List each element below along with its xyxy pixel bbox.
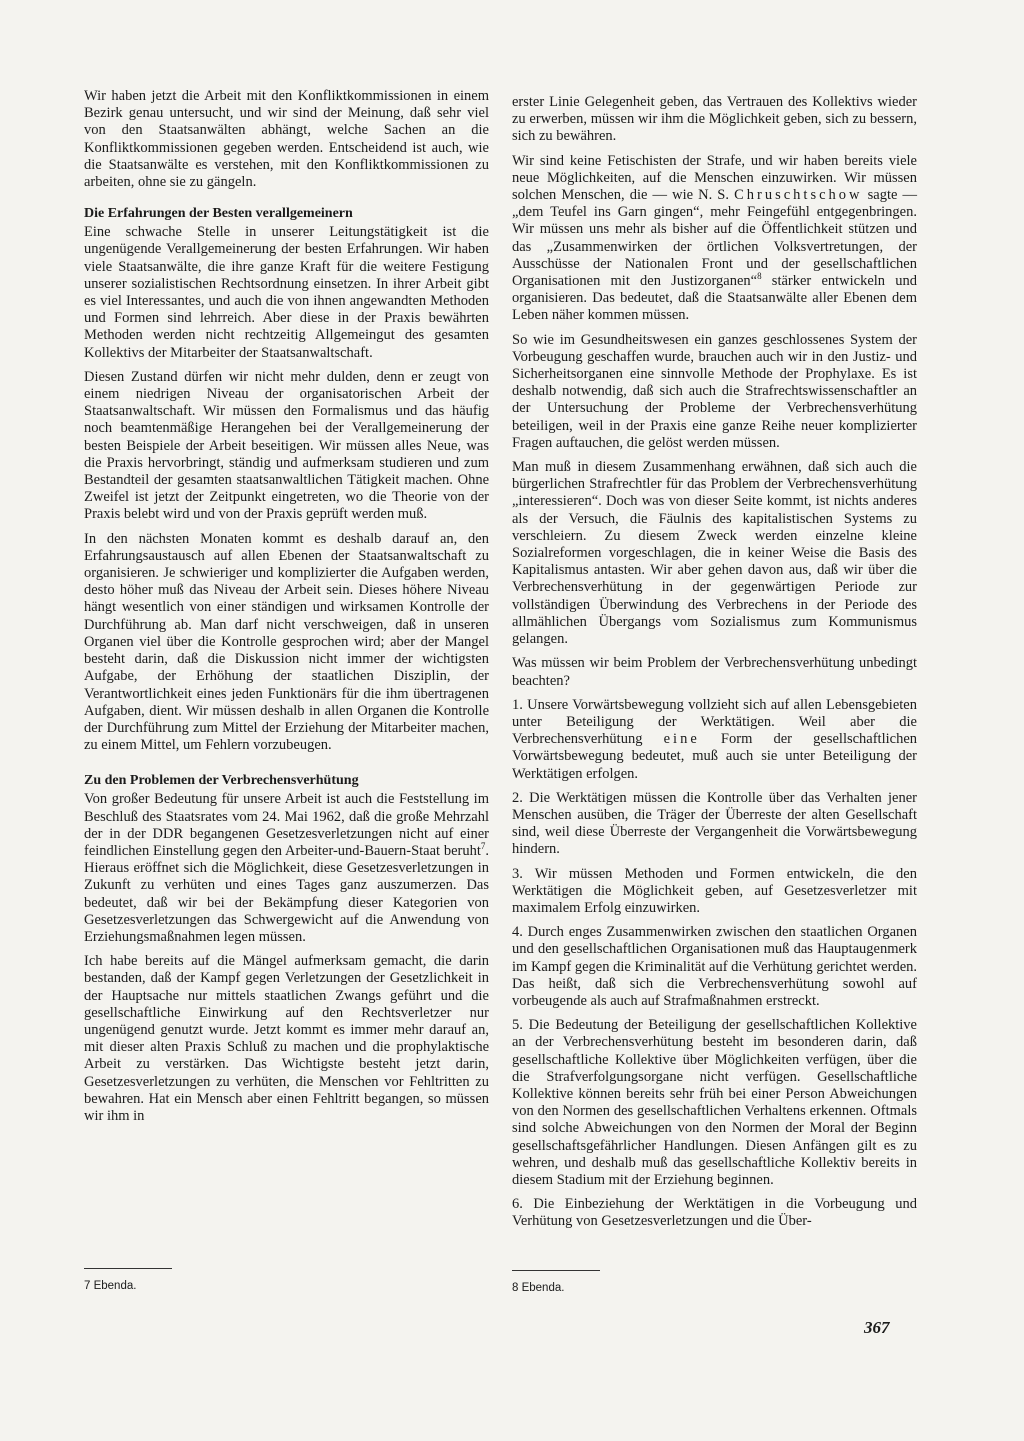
paragraph: erster Linie Gelegenheit geben, das Vertrauen des Kollektivs wieder zu erwerben, müssen wir ihm die Möglichkeit geben, sich zu bessern, sich zu bewähren. bbox=[512, 94, 917, 145]
text-run: Von großer Bedeutung für unsere Arbeit ist auch die Feststellung im Beschluß des Staatsrates vom 24. Mai 1962, daß die große Mehrzahl der in der DDR begangenen Gesetzesverletzungen nicht auf einer feindlichen Einstellung gegen den Arbeiter-und-Bauern-Staat beruht bbox=[84, 791, 489, 859]
footnote: 7 Ebenda. bbox=[84, 1280, 137, 1292]
paragraph: So wie im Gesundheitswesen ein ganzes geschlossenes System der Vorbeugung geschaffen wurde, brauchen auch wir in den Justiz- und Sicherheitsorganen eine sinnvolle Methode der Prophylaxe. Es ist deshalb notwendig, daß sich auch die Strafrechtswissenschaftler an der Untersuchung der Probleme der Verbrechensverhütung beteiligen, weil in der Praxis eine ganze Reihe neuer komplizierter Fragen auftauchen, die gelöst werden müssen. bbox=[512, 331, 917, 451]
text-run: sagte — „dem Teufel ins Garn gingen“, mehr Feingefühl entgegenbringen. Wir müssen uns mehr als bisher auf die Öffentlichkeit stützen und das „Zusammenwirken der örtlichen Volksvertretungen, der Ausschüsse der Nationalen Front und der gesellschaftlichen Organisationen mit den Justizorganen“ bbox=[512, 187, 917, 290]
footnote-ref: 7 bbox=[480, 841, 486, 852]
list-item: 2. Die Werktätigen müssen die Kontrolle über das Verhalten jener Menschen ausüben, die Träger der Überreste der alten Gesellschaft sind, weil diese Überreste der Vergangenheit die Vorwärtsbewegung hindern. bbox=[512, 789, 917, 858]
list-item: 6. Die Einbeziehung der Werktätigen in die Vorbeugung und Verhütung von Gesetzesverletzungen und die Über- bbox=[512, 1196, 917, 1230]
emphasized-word: eine bbox=[663, 731, 700, 748]
list-item: 5. Die Bedeutung der Beteiligung der gesellschaftlichen Kollektive an der Verbrechensverhütung besteht im besonderen darin, daß gesellschaftliche Kollektive über Möglichkeiten verfügen, über die die Strafverfolgungsorgane nicht verfügen. Gesellschaftliche Kollektive können bereits sehr früh bei einer Person Abweichungen von den Normen des gesellschaftlichen Verhaltens erkennen. Oftmals sind solche Abweichungen von den Normen der Moral der Beginn gesellschaftsgefährlicher Handlungen. Diesen Anfängen gilt es zu wehren, und deshalb muß das gesellschaftliche Kollektiv bereits in diesem Stadium mit der Erziehung beginnen. bbox=[512, 1017, 917, 1188]
paragraph: Wir haben jetzt die Arbeit mit den Konfliktkommissionen in einem Bezirk genau untersucht, und wir sind der Meinung, daß sehr viel von den Staatsanwälten abhängt, welche Sachen an die Konfliktkommissionen gegeben werden. Entscheidend ist auch, wie die Staatsanwälte es verstehen, mit den Konfliktkommissionen zu arbeiten, ohne sie zu gängeln. bbox=[84, 88, 489, 191]
footnote-divider bbox=[84, 1268, 172, 1269]
text-run: 1. Unsere Vorwärtsbewegung vollzieht sich auf allen Lebensgebieten unter Beteiligung der Werktätigen. Weil aber die Verbrechensverhütung bbox=[512, 696, 917, 748]
text-run: Wir sind keine Fetischisten der Strafe, und wir haben bereits viele neue Möglichkeiten, auf die Menschen einzuwirken. Wir müssen solchen Menschen, die — wie N. S. bbox=[512, 152, 917, 204]
paragraph: In den nächsten Monaten kommt es deshalb darauf an, den Erfahrungsaustausch auf allen Ebenen der Staatsanwaltschaft zu organisieren. Je schwieriger und komplizierter die Aufgaben werden, desto höher muß das Niveau der Arbeit sein. Dieses höhere Niveau hängt wesentlich von einer ständigen und wirksamen Kontrolle der Durchführung ab. Man darf nicht verschweigen, daß in unseren Organen viel über die Kontrolle gesprochen wird; aber der Mangel besteht darin, daß die Diskussion nicht immer der wichtigsten Aufgabe, der Erhöhung der staatlichen Disziplin, der Verantwortlichkeit eines jeden Funktionärs für die ihm übertragenen Aufgaben, dient. Wir müssen deshalb in allen Organen die Kontrolle der Durchführung zum Mittel der Erziehung der Mitarbeiter machen, zu einem Mittel, um Fehlern vorzubeugen. bbox=[84, 530, 489, 754]
list-item bbox=[512, 697, 917, 783]
paragraph bbox=[512, 153, 917, 325]
footnote-divider bbox=[512, 1270, 600, 1271]
emphasized-name: Chruschtschow bbox=[734, 187, 863, 204]
paragraph: Man muß in diesem Zusammenhang erwähnen, daß sich auch die bürgerlichen Strafrechtler für das Problem der Verbrechensverhütung „interessieren“. Doch was von dieser Seite kommt, ist nichts anderes als der Versuch, die Fäulnis des kapitalistischen Systems zu verschleiern. Zu diesem Zweck werden einzelne kleine Sozialreformen vorgeschlagen, die in keiner Weise die Basis des Kapitalismus antasten. Wir aber gehen davon aus, daß wir über die Verbrechensverhütung in der gegenwärtigen Periode zur vollständigen Überwindung des Verbrechens in der Periode des allmählichen Übergangs vom Sozialismus zum Kommunismus gelangen. bbox=[512, 459, 917, 648]
footnote-ref: 8 bbox=[757, 271, 762, 282]
text-run: . Hieraus eröffnet sich die Möglichkeit, diese Gesetzesverletzungen in Zukunft zu verhüten und eines Tages ganz auszumerzen. Das bedeutet, daß wir bei der Bekämpfung dieser Kategorien von Gesetzesverletzungen das Schwergewicht auf die Anwendung von Erziehungsmaßnahmen legen müssen. bbox=[84, 842, 489, 945]
footnote: 8 Ebenda. bbox=[512, 1282, 565, 1294]
text-run: stärker entwickeln und organisieren. Das bedeutet, daß die Staatsanwälte aller Ebenen dem Leben näher kommen müssen. bbox=[512, 273, 918, 324]
text-run: Form der gesellschaftlichen Vorwärtsbewegung bedeutet, muß auch sie unter Beteiligung der Werktätigen erfolgen. bbox=[512, 731, 918, 782]
paragraph: Was müssen wir beim Problem der Verbrechensverhütung unbedingt beachten? bbox=[512, 655, 917, 689]
left-column bbox=[84, 88, 489, 1132]
paragraph: Diesen Zustand dürfen wir nicht mehr dulden, denn er zeugt von einem niedrigen Niveau der organisatorischen Arbeit der Staatsanwaltschaft. Wir müssen den Formalismus und das häufig noch beamtenmäßige Herangehen bei der Verallgemeinerung der besten Beispiele der Arbeit beseitigen. Wir müssen alles Neue, was die Praxis hervorbringt, ständig und aufmerksam studieren und zum Bestandteil der gesamten staatsanwaltlichen Tätigkeit machen. Ohne Zweifel ist jetzt der Zeitpunkt eingetreten, wo die Theorie von der Praxis belebt wird und von der Praxis geprüft werden muß. bbox=[84, 368, 489, 523]
list-item: 4. Durch enges Zusammenwirken zwischen den staatlichen Organen und den gesellschaftlichen Organisationen muß das Hauptaugenmerk im Kampf gegen die Kriminalität auf die Verhütung gerichtet werden. Das heißt, daß sich die Verbrechensverhütung sowohl auf vorbeugende als auch auf Strafmaßnahmen erstreckt. bbox=[512, 924, 917, 1009]
section-heading: Zu den Problemen der Verbrechensverhütung bbox=[84, 773, 359, 789]
right-column bbox=[512, 94, 917, 1238]
paragraph: Eine schwache Stelle in unserer Leitungstätigkeit ist die ungenügende Verallgemeinerung der besten Erfahrungen. Wir haben viele Staatsanwälte, die ihre ganze Kraft für die weitere Festigung unserer sozialistischen Rechtsordnung einsetzen. In ihrer Arbeit gibt es viel Interessantes, und auch die von ihnen angewandten Methoden und Formen sind lehrreich. Aber diese in der Praxis bewährten Methoden werden nicht rechtzeitig Allgemeingut des gesamten Kollektivs der Mitarbeiter der Staatsanwaltschaft. bbox=[84, 224, 489, 361]
section-heading: Die Erfahrungen der Besten verallgemeinern bbox=[84, 206, 353, 222]
list-item: 3. Wir müssen Methoden und Formen entwickeln, die den Werktätigen die Möglichkeit geben, auf Gesetzesverletzer mit maximalem Erfolg einzuwirken. bbox=[512, 865, 917, 916]
page-number: 367 bbox=[864, 1318, 890, 1337]
paragraph bbox=[84, 791, 489, 946]
paragraph: Ich habe bereits auf die Mängel aufmerksam gemacht, die darin bestanden, daß der Kampf gegen Verletzungen der Gesetzlichkeit in der Hauptsache nur mittels staatlichen Zwangs geführt und die gesellschaftliche Einwirkung auf den Rechtsverletzer nur ungenügend genutzt wurde. Jetzt kommt es immer mehr darauf an, mit dieser alten Praxis Schluß zu machen und die prophylaktische Arbeit zu verstärken. Das Wichtigste besteht jetzt darin, Gesetzesverletzungen zu verhüten, die Menschen vor Fehltritten zu bewahren. Hat ein Mensch aber einen Fehltritt begangen, so müssen wir ihm in bbox=[84, 953, 489, 1124]
